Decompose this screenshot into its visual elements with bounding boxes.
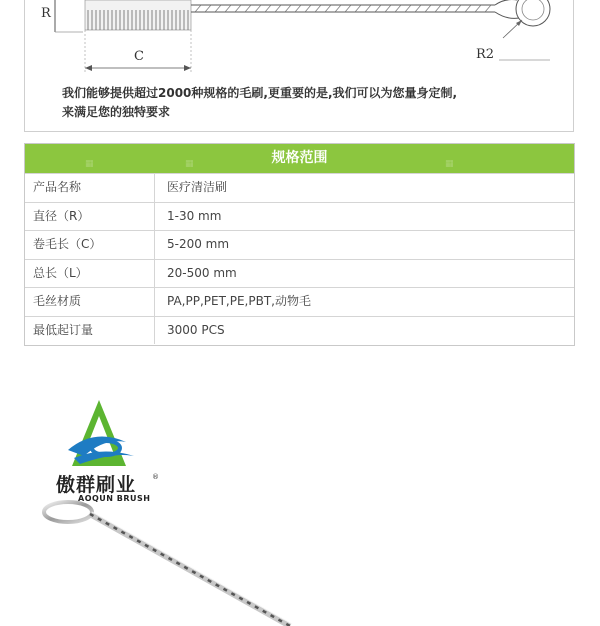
header-watermark: ▦ [185,159,195,169]
spec-label: 最低起订量 [25,317,155,345]
wire-stem [191,5,495,12]
spec-value: PA,PP,PET,PE,PBT,动物毛 [167,294,311,308]
loop-radius-label: R2 [476,47,495,62]
intro-line-1: 我们能够提供超过2000种规格的毛刷,更重要的是,我们可以为您量身定制, [62,86,458,100]
spec-value: 3000 PCS [167,322,225,337]
radius-label: R [41,6,51,21]
brand-name-en: AOQUN BRUSH [78,494,151,503]
table-row [25,173,574,202]
spec-value: 1-30 mm [167,208,222,223]
table-row [25,230,574,259]
spec-label: 直径（R） [25,203,155,231]
spec-label: 毛丝材质 [25,288,155,316]
spec-label: 卷毛长（C） [25,231,155,259]
spec-label: 总长（L） [25,260,155,288]
brush-shaft [90,512,292,626]
header-watermark: ▦ [85,159,95,169]
registered-mark: ® [152,473,159,481]
table-row [25,287,574,316]
intro-line-2: 来满足您的独特要求 [62,105,171,119]
table-row [25,202,574,231]
spec-table-title: 规格范围 [271,150,328,166]
coil-length-label: C [134,49,144,64]
brand-name-cn: 傲群刷业 [56,474,137,496]
loop-end [495,0,550,26]
spec-value: 医疗清洁刷 [167,180,228,194]
bristle-section [85,0,191,30]
spec-value: 20-500 mm [167,265,237,280]
brush-loop [44,502,92,522]
brand-logo [54,398,164,468]
table-row [25,259,574,288]
spec-label: 产品名称 [25,174,155,202]
header-watermark: ▦ [445,159,455,169]
spec-table-header [25,144,574,173]
spec-value: 5-200 mm [167,237,230,251]
spec-table [24,143,575,346]
intro-text [62,84,542,122]
table-row [25,316,574,345]
